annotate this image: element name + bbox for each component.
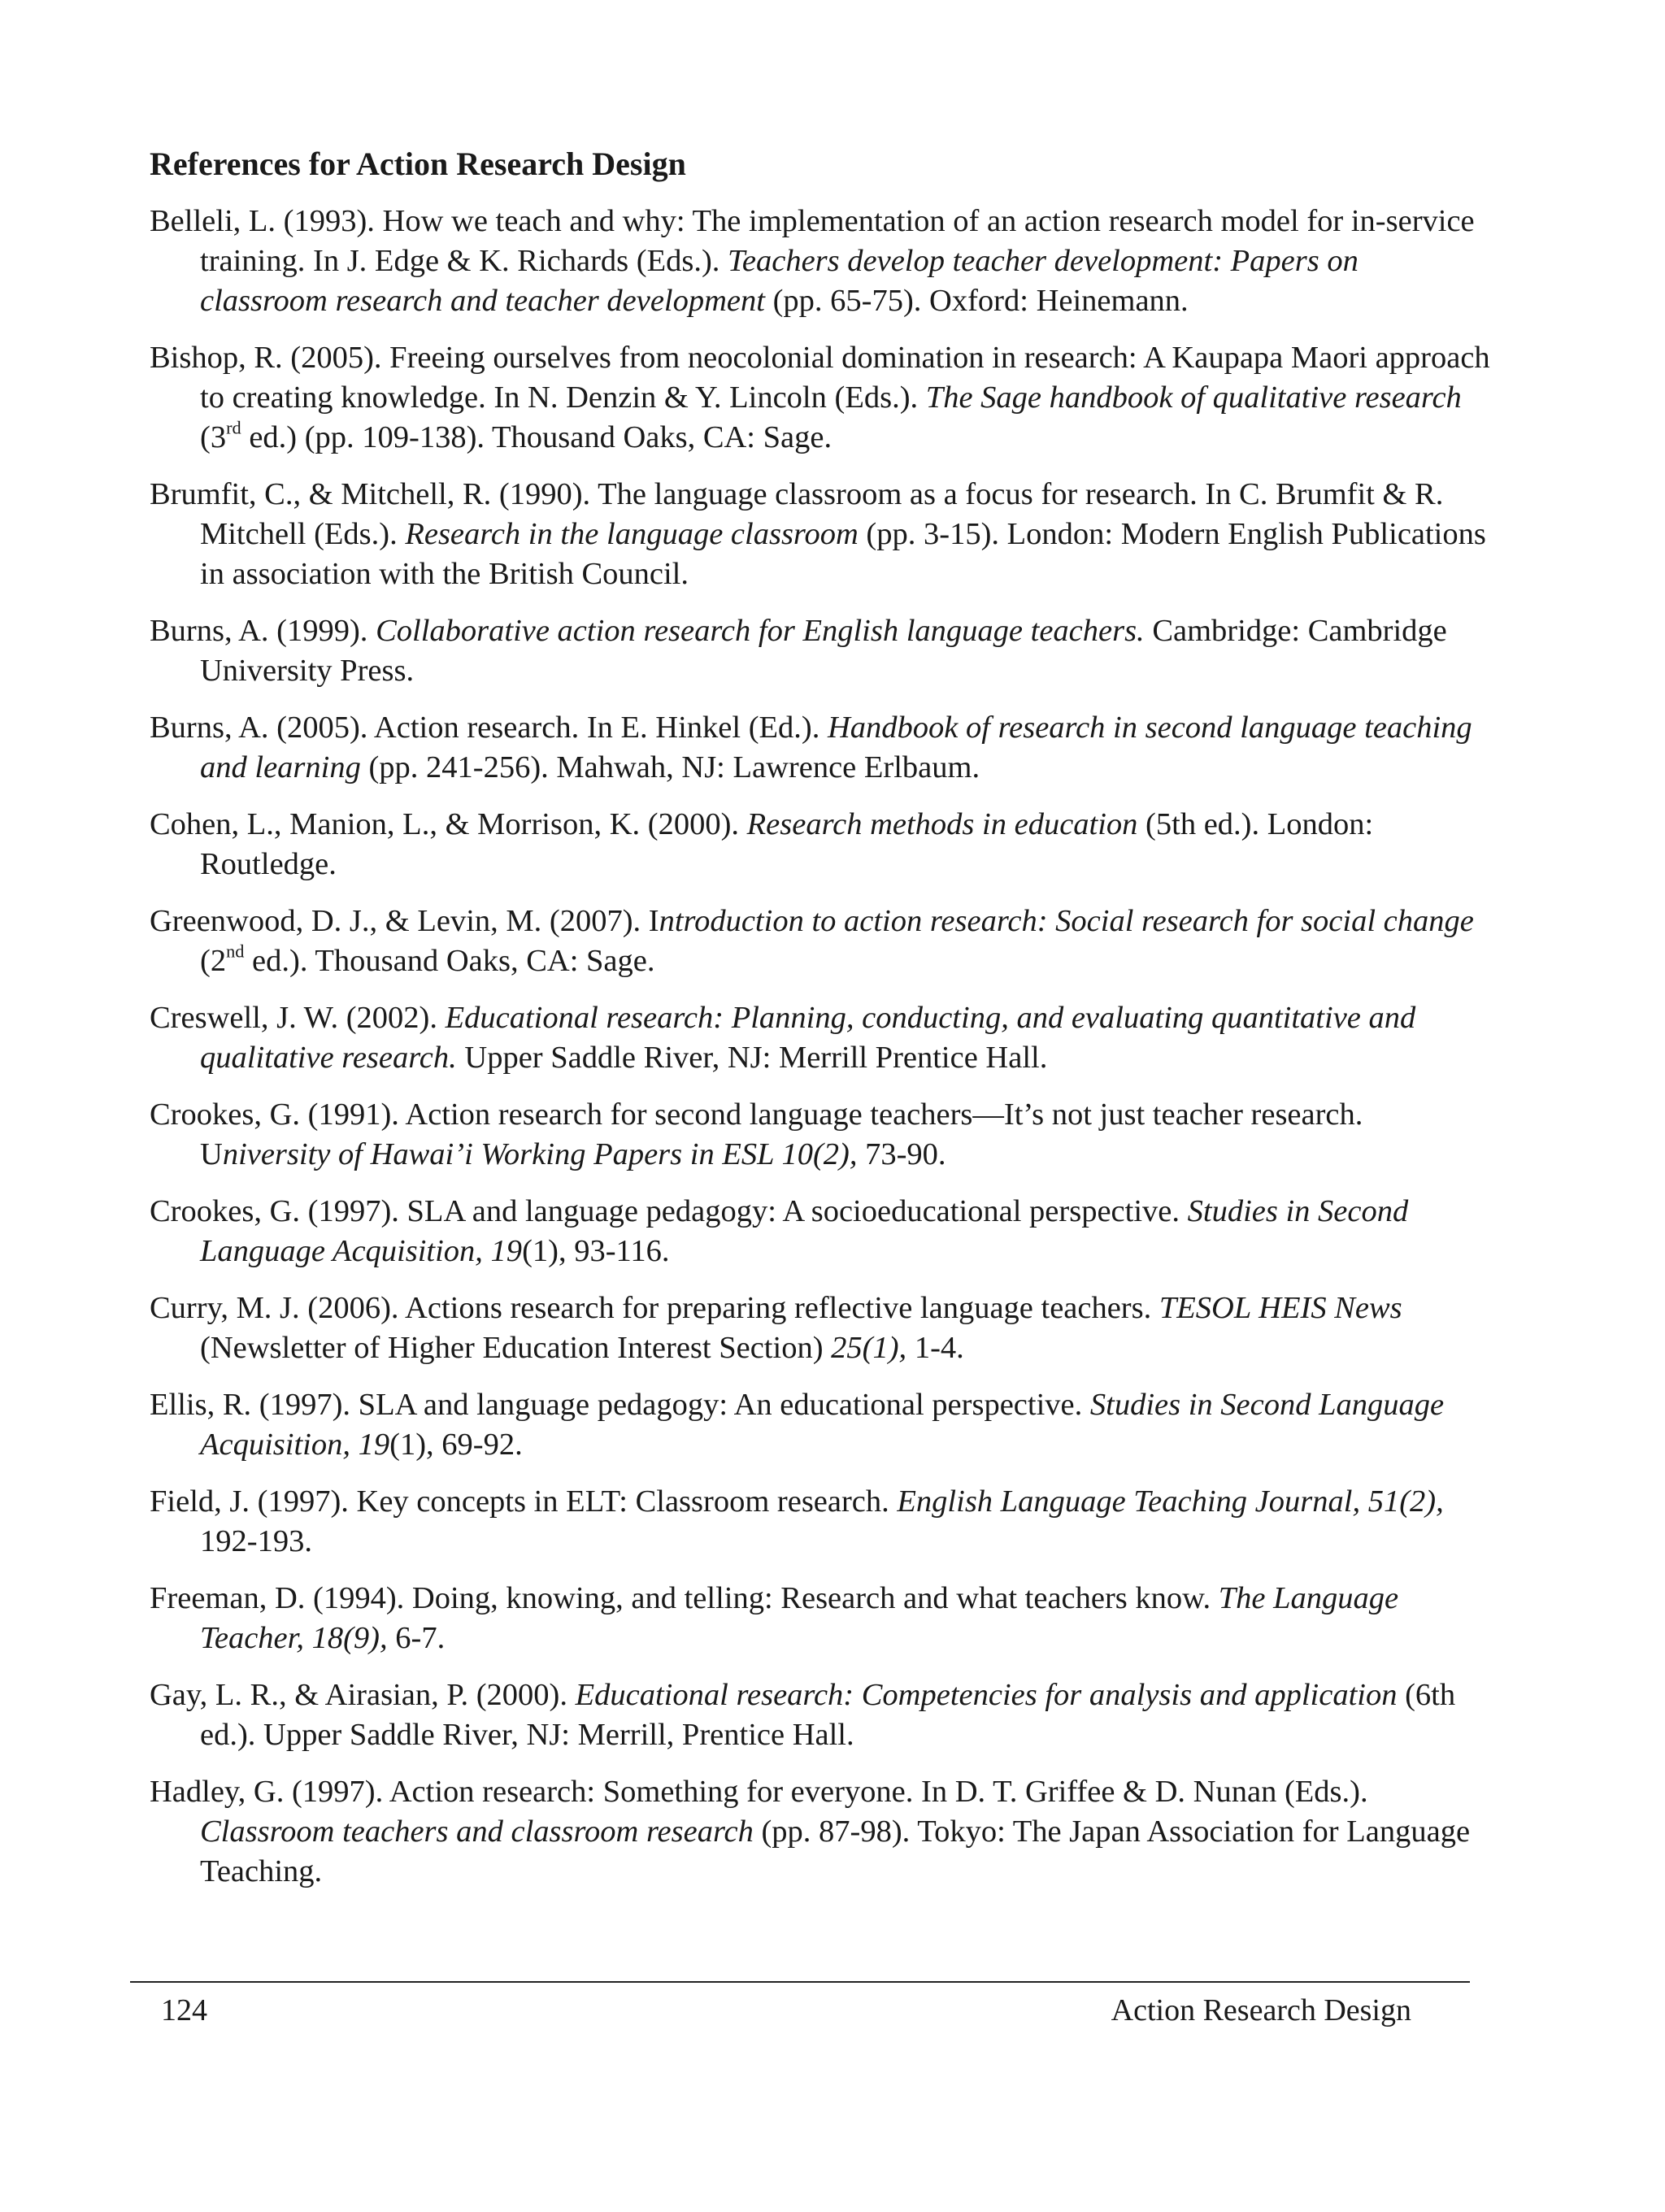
reference-entry [150,611,1491,691]
reference-entry [150,1579,1491,1658]
section-heading: References for Action Research Design [150,146,686,182]
reference-text: ed.). Thousand Oaks, CA: Sage. [244,944,655,978]
reference-entry [150,1385,1491,1465]
reference-text: Crookes, G. (1991). Action research for second language teachers—It’s not just teacher research. U [150,1097,1363,1171]
reference-text: (pp. 241-256). Mahwah, NJ: Lawrence Erlbaum. [360,750,980,784]
italic-title-text: niversity of Hawai’i Working Papers in ESL 10(2), [222,1137,858,1171]
italic-title-text: Collaborative action research for English language teachers. [376,614,1145,648]
reference-text: (1), 93-116. [522,1234,670,1268]
page-number: 124 [161,1993,207,2027]
reference-text: 6-7. [387,1621,446,1655]
reference-text: (pp. 65-75). Oxford: Heinemann. [764,284,1189,318]
italic-title-text: Research methods in education [746,807,1138,841]
reference-entry [150,1675,1491,1755]
reference-text: (5th ed.). London: Routledge. [200,807,1374,881]
italic-title-text: The Sage handbook of qualitative research [925,380,1462,415]
reference-text: Upper Saddle River, NJ: Merrill Prentice Hall. [456,1041,1048,1075]
reference-text: 73-90. [857,1137,946,1171]
reference-text: Belleli, L. (1993). How we teach and why: The implementation of an action research model for in-service training. In J. Edge & K. Richards (Eds.). [150,204,1475,278]
reference-text: Creswell, J. W. (2002). [150,1001,446,1035]
italic-title-text: Educational research: Competencies for analysis and application [575,1678,1398,1712]
reference-text: Burns, A. (1999). [150,614,376,648]
italic-title-text: The Language Teacher, 18(9), [200,1581,1399,1655]
italic-title-text: 25(1), [831,1331,907,1365]
reference-entry [150,475,1491,594]
italic-title-text: Studies in Second Language Acquisition, 19 [200,1388,1445,1462]
reference-text: Curry, M. J. (2006). Actions research for preparing reflective language teachers. [150,1291,1159,1325]
reference-text: Field, J. (1997). Key concepts in ELT: Classroom research. [150,1484,898,1519]
running-footer-title: Action Research Design [1111,1993,1411,2027]
reference-entry [150,1095,1491,1175]
italic-title-text: Classroom teachers and classroom research [200,1814,754,1849]
reference-text: 192-193. [200,1524,312,1558]
superscript-text: rd [226,417,241,438]
reference-text: Cohen, L., Manion, L., & Morrison, K. (2000). [150,807,747,841]
reference-text: 1-4. [906,1331,964,1365]
reference-entry [150,1772,1491,1892]
reference-text: (pp. 87-98). Tokyo: The Japan Association for Language Teaching. [200,1814,1471,1888]
reference-text: Brumfit, C., & Mitchell, R. (1990). The language classroom as a focus for research. In C. Brumfit & R. Mitchell (Eds.). [150,477,1444,551]
reference-text: Hadley, G. (1997). Action research: Something for everyone. In D. T. Griffee & D. Nunan (Eds.). [150,1775,1368,1809]
reference-text: (Newsletter of Higher Education Interest Section) [200,1331,832,1365]
italic-title-text: TESOL HEIS News [1159,1291,1402,1325]
italic-title-text: Educational research: Planning, conducting, and evaluating quantitative and qualitative research. [200,1001,1416,1075]
footer-divider [130,1981,1470,1983]
reference-text: Greenwood, D. J., & Levin, M. (2007). I [150,904,659,938]
reference-entry [150,1482,1491,1562]
reference-entry [150,202,1491,321]
italic-title-text: ntroduction to action research: Social research for social change [659,904,1474,938]
reference-entry [150,902,1491,981]
reference-entry [150,1192,1491,1271]
reference-entry [150,708,1491,788]
italic-title-text: Handbook of research in second language teaching and learning [200,711,1472,784]
reference-entry [150,338,1491,458]
reference-entry [150,1289,1491,1368]
reference-text: (1), 69-92. [389,1428,523,1462]
reference-text: (6th ed.). Upper Saddle River, NJ: Merrill, Prentice Hall. [200,1678,1456,1752]
reference-entry [150,998,1491,1078]
reference-text: Freeman, D. (1994). Doing, knowing, and telling: Research and what teachers know. [150,1581,1219,1615]
reference-text: (3 [200,420,227,454]
reference-text: Bishop, R. (2005). Freeing ourselves from neocolonial domination in research: A Kaupapa Maori approach to creating knowledge. In N. Denzin & Y. Lincoln (Eds.). [150,341,1490,415]
reference-text: (2 [200,944,227,978]
italic-title-text: English Language Teaching Journal, 51(2), [897,1484,1444,1519]
reference-text: ed.) (pp. 109-138). Thousand Oaks, CA: Sage. [241,420,832,454]
superscript-text: nd [226,941,245,962]
italic-title-text: Teachers develop teacher development: Papers on classroom research and teacher development [200,244,1359,318]
italic-title-text: Studies in Second Language Acquisition, 19 [200,1194,1409,1268]
italic-title-text: Research in the language classroom [405,517,859,551]
reference-text: Crookes, G. (1997). SLA and language pedagogy: A socioeducational perspective. [150,1194,1188,1228]
reference-list [150,202,1491,1909]
reference-text: Burns, A. (2005). Action research. In E. Hinkel (Ed.). [150,711,828,745]
reference-text: (pp. 3-15). London: Modern English Publications in association with the British Council. [200,517,1486,591]
reference-text: Ellis, R. (1997). SLA and language pedagogy: An educational perspective. [150,1388,1090,1422]
reference-text: Cambridge: Cambridge University Press. [200,614,1447,688]
reference-entry [150,805,1491,884]
reference-text: Gay, L. R., & Airasian, P. (2000). [150,1678,576,1712]
